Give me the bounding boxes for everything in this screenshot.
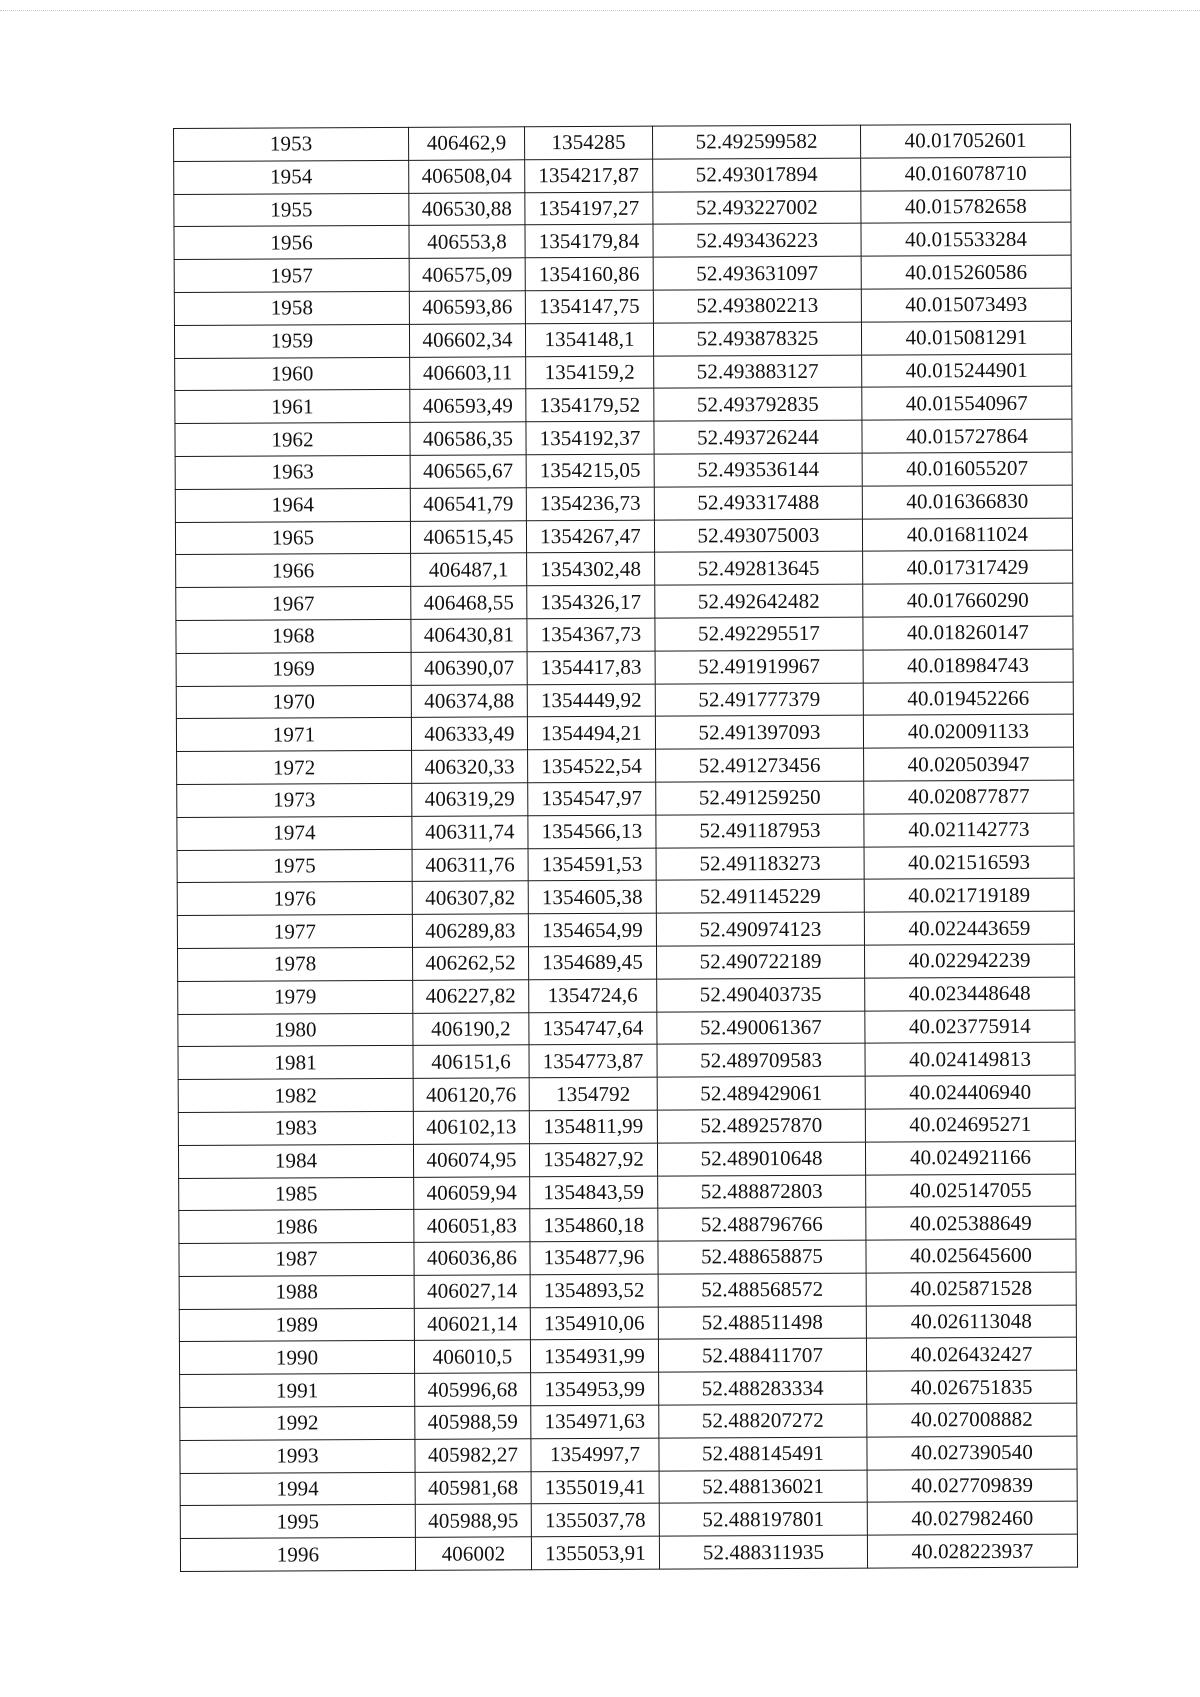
table-row	[176, 714, 1073, 751]
latitude-cell: 52.488796766	[658, 1207, 866, 1241]
point-number-cell: 1957	[174, 259, 409, 293]
table-row	[178, 944, 1075, 981]
y-coordinate-cell: 1354811,99	[529, 1110, 657, 1143]
latitude-cell: 52.491259250	[656, 781, 864, 815]
table-row	[178, 1141, 1075, 1178]
point-number-cell: 1954	[174, 160, 409, 194]
longitude-cell: 40.015727864	[862, 419, 1072, 453]
y-coordinate-cell: 1354953,99	[531, 1372, 659, 1405]
x-coordinate-cell: 406059,94	[414, 1176, 530, 1209]
table-row	[174, 157, 1071, 194]
table-row	[174, 223, 1071, 260]
latitude-cell: 52.493227002	[653, 191, 861, 225]
longitude-cell: 40.025388649	[866, 1206, 1076, 1240]
point-number-cell: 1962	[175, 423, 410, 457]
table-row	[178, 1042, 1075, 1079]
latitude-cell: 52.488283334	[659, 1371, 867, 1405]
x-coordinate-cell: 406593,49	[410, 389, 526, 422]
point-number-cell: 1979	[178, 980, 413, 1014]
x-coordinate-cell: 406027,14	[414, 1275, 530, 1308]
y-coordinate-cell: 1355037,78	[531, 1504, 659, 1537]
longitude-cell: 40.017660290	[863, 583, 1073, 617]
table-row	[177, 911, 1074, 948]
point-number-cell: 1987	[179, 1242, 414, 1276]
y-coordinate-cell: 1354997,7	[531, 1438, 659, 1471]
y-coordinate-cell: 1354159,2	[526, 356, 654, 389]
x-coordinate-cell: 405988,95	[415, 1504, 531, 1537]
longitude-cell: 40.018984743	[863, 649, 1073, 683]
longitude-cell: 40.025645600	[866, 1239, 1076, 1273]
y-coordinate-cell: 1354192,37	[526, 421, 654, 454]
y-coordinate-cell: 1354547,97	[528, 782, 656, 815]
table-row	[175, 518, 1072, 555]
longitude-cell: 40.016078710	[861, 157, 1071, 191]
point-number-cell: 1960	[175, 357, 410, 391]
table-row	[174, 288, 1071, 325]
point-number-cell: 1964	[175, 488, 410, 522]
point-number-cell: 1978	[178, 947, 413, 981]
point-number-cell: 1986	[179, 1210, 414, 1244]
latitude-cell: 52.493878325	[653, 322, 861, 356]
latitude-cell: 52.490061367	[657, 1011, 865, 1045]
x-coordinate-cell: 406074,95	[413, 1143, 529, 1176]
point-number-cell: 1995	[180, 1505, 415, 1539]
y-coordinate-cell: 1354843,59	[530, 1176, 658, 1209]
x-coordinate-cell: 406262,52	[413, 947, 529, 980]
y-coordinate-cell: 1354160,86	[525, 257, 653, 290]
y-coordinate-cell: 1354326,17	[527, 585, 655, 618]
latitude-cell: 52.492295517	[655, 617, 863, 651]
longitude-cell: 40.023775914	[865, 1010, 1075, 1044]
table-row	[178, 1108, 1075, 1145]
x-coordinate-cell: 406374,88	[411, 684, 527, 717]
longitude-cell: 40.026113048	[866, 1305, 1076, 1339]
latitude-cell: 52.491397093	[655, 715, 863, 749]
x-coordinate-cell: 406102,13	[413, 1111, 529, 1144]
table-row	[178, 1075, 1075, 1112]
x-coordinate-cell: 406333,49	[411, 717, 527, 750]
latitude-cell: 52.492599582	[652, 125, 860, 159]
longitude-cell: 40.015244901	[862, 354, 1072, 388]
x-coordinate-cell: 406530,88	[409, 192, 525, 225]
latitude-cell: 52.488145491	[659, 1437, 867, 1471]
y-coordinate-cell: 1354931,99	[530, 1340, 658, 1373]
point-number-cell: 1959	[174, 324, 409, 358]
x-coordinate-cell: 405988,59	[415, 1406, 531, 1439]
latitude-cell: 52.493536144	[654, 453, 862, 487]
longitude-cell: 40.023448648	[865, 977, 1075, 1011]
x-coordinate-cell: 406319,29	[412, 783, 528, 816]
longitude-cell: 40.017317429	[863, 550, 1073, 584]
y-coordinate-cell: 1354236,73	[526, 487, 654, 520]
table-row	[174, 255, 1071, 292]
latitude-cell: 52.493802213	[653, 289, 861, 323]
longitude-cell: 40.020503947	[864, 747, 1074, 781]
table-row	[177, 747, 1074, 784]
y-coordinate-cell: 1354910,06	[530, 1307, 658, 1340]
x-coordinate-cell: 406036,86	[414, 1242, 530, 1275]
point-number-cell: 1993	[180, 1439, 415, 1473]
x-coordinate-cell: 406487,1	[411, 553, 527, 586]
table-row	[180, 1502, 1077, 1539]
longitude-cell: 40.016811024	[862, 518, 1072, 552]
y-coordinate-cell: 1354179,52	[526, 389, 654, 422]
scan-edge-line	[0, 10, 1200, 11]
table-row	[174, 190, 1071, 227]
longitude-cell: 40.024406940	[865, 1075, 1075, 1109]
latitude-cell: 52.493017894	[653, 158, 861, 192]
x-coordinate-cell: 406515,45	[410, 520, 526, 553]
latitude-cell: 52.492813645	[655, 551, 863, 585]
x-coordinate-cell: 406151,6	[413, 1045, 529, 1078]
x-coordinate-cell: 406120,76	[413, 1078, 529, 1111]
longitude-cell: 40.015533284	[861, 223, 1071, 257]
longitude-cell: 40.021142773	[864, 813, 1074, 847]
point-number-cell: 1972	[177, 750, 412, 784]
y-coordinate-cell: 1354215,05	[526, 454, 654, 487]
x-coordinate-cell: 406586,35	[410, 422, 526, 455]
table-row	[175, 485, 1072, 522]
latitude-cell: 52.493075003	[654, 519, 862, 553]
x-coordinate-cell: 406227,82	[413, 979, 529, 1012]
point-number-cell: 1956	[174, 226, 409, 260]
x-coordinate-cell: 406541,79	[410, 488, 526, 521]
longitude-cell: 40.015260586	[861, 255, 1071, 289]
latitude-cell: 52.488411707	[658, 1339, 866, 1373]
table-row	[174, 321, 1071, 358]
y-coordinate-cell: 1354724,6	[529, 979, 657, 1012]
point-number-cell: 1958	[174, 291, 409, 325]
coordinates-table	[173, 124, 1078, 1572]
latitude-cell: 52.488311935	[659, 1535, 867, 1569]
x-coordinate-cell: 406320,33	[412, 750, 528, 783]
latitude-cell: 52.489257870	[657, 1109, 865, 1143]
table-row	[175, 452, 1072, 489]
point-number-cell: 1984	[178, 1144, 413, 1178]
x-coordinate-cell: 405982,27	[415, 1439, 531, 1472]
longitude-cell: 40.015073493	[861, 288, 1071, 322]
y-coordinate-cell: 1354522,54	[528, 749, 656, 782]
y-coordinate-cell: 1354285	[524, 126, 652, 159]
x-coordinate-cell: 406468,55	[411, 586, 527, 619]
table-row	[176, 649, 1073, 686]
latitude-cell: 52.491919967	[655, 650, 863, 684]
x-coordinate-cell: 406311,74	[412, 816, 528, 849]
y-coordinate-cell: 1354591,53	[528, 848, 656, 881]
longitude-cell: 40.015081291	[861, 321, 1071, 355]
table-row	[179, 1239, 1076, 1276]
x-coordinate-cell: 406307,82	[412, 881, 528, 914]
table-row	[177, 878, 1074, 915]
x-coordinate-cell: 406051,83	[414, 1209, 530, 1242]
y-coordinate-cell: 1354179,84	[525, 225, 653, 258]
table-row	[176, 583, 1073, 620]
longitude-cell: 40.022942239	[865, 944, 1075, 978]
latitude-cell: 52.491145229	[656, 879, 864, 913]
y-coordinate-cell: 1354367,73	[527, 618, 655, 651]
table-row	[180, 1436, 1077, 1473]
point-number-cell: 1970	[176, 685, 411, 719]
table-row	[177, 813, 1074, 850]
y-coordinate-cell: 1354747,64	[529, 1012, 657, 1045]
latitude-cell: 52.490722189	[657, 945, 865, 979]
point-number-cell: 1977	[177, 914, 412, 948]
y-coordinate-cell: 1354217,87	[525, 159, 653, 192]
longitude-cell: 40.015540967	[862, 386, 1072, 420]
longitude-cell: 40.016055207	[862, 452, 1072, 486]
y-coordinate-cell: 1354197,27	[525, 192, 653, 225]
longitude-cell: 40.020877877	[864, 780, 1074, 814]
point-number-cell: 1955	[174, 193, 409, 227]
latitude-cell: 52.489010648	[657, 1142, 865, 1176]
x-coordinate-cell: 406462,9	[408, 127, 524, 160]
latitude-cell: 52.491777379	[655, 683, 863, 717]
point-number-cell: 1974	[177, 816, 412, 850]
point-number-cell: 1982	[178, 1078, 413, 1112]
y-coordinate-cell: 1354302,48	[527, 553, 655, 586]
point-number-cell: 1976	[177, 882, 412, 916]
latitude-cell: 52.491187953	[656, 814, 864, 848]
x-coordinate-cell: 406575,09	[409, 258, 525, 291]
table-row	[177, 846, 1074, 883]
x-coordinate-cell: 405996,68	[415, 1373, 531, 1406]
longitude-cell: 40.027390540	[867, 1436, 1077, 1470]
coordinates-table-body	[174, 124, 1078, 1571]
longitude-cell: 40.027008882	[867, 1403, 1077, 1437]
latitude-cell: 52.488197801	[659, 1503, 867, 1537]
latitude-cell: 52.488136021	[659, 1470, 867, 1504]
point-number-cell: 1969	[176, 652, 411, 686]
latitude-cell: 52.488568572	[658, 1273, 866, 1307]
longitude-cell: 40.016366830	[862, 485, 1072, 519]
y-coordinate-cell: 1354689,45	[529, 946, 657, 979]
longitude-cell: 40.026432427	[866, 1338, 1076, 1372]
table-row	[180, 1370, 1077, 1407]
longitude-cell: 40.020091133	[863, 714, 1073, 748]
point-number-cell: 1975	[177, 849, 412, 883]
point-number-cell: 1961	[175, 390, 410, 424]
longitude-cell: 40.026751835	[867, 1370, 1077, 1404]
table-row	[179, 1305, 1076, 1342]
table-row	[177, 780, 1074, 817]
y-coordinate-cell: 1354147,75	[525, 290, 653, 323]
table-row	[176, 550, 1073, 587]
y-coordinate-cell: 1354449,92	[527, 684, 655, 717]
x-coordinate-cell: 406190,2	[413, 1012, 529, 1045]
table-row	[176, 616, 1073, 653]
table-row	[180, 1469, 1077, 1506]
table-row	[176, 682, 1073, 719]
longitude-cell: 40.019452266	[863, 682, 1073, 716]
longitude-cell: 40.024921166	[865, 1141, 1075, 1175]
y-coordinate-cell: 1355019,41	[531, 1471, 659, 1504]
latitude-cell: 52.488207272	[659, 1404, 867, 1438]
point-number-cell: 1994	[180, 1472, 415, 1506]
point-number-cell: 1968	[176, 619, 411, 653]
x-coordinate-cell: 406390,07	[411, 652, 527, 685]
table-row	[179, 1338, 1076, 1375]
latitude-cell: 52.488511498	[658, 1306, 866, 1340]
point-number-cell: 1983	[178, 1111, 413, 1145]
x-coordinate-cell: 406002	[415, 1537, 531, 1570]
latitude-cell: 52.488872803	[658, 1175, 866, 1209]
y-coordinate-cell: 1354494,21	[527, 716, 655, 749]
x-coordinate-cell: 406508,04	[409, 160, 525, 193]
latitude-cell: 52.493726244	[654, 420, 862, 454]
point-number-cell: 1966	[176, 554, 411, 588]
x-coordinate-cell: 406021,14	[414, 1307, 530, 1340]
point-number-cell: 1990	[179, 1341, 414, 1375]
y-coordinate-cell: 1354773,87	[529, 1044, 657, 1077]
longitude-cell: 40.028223937	[867, 1534, 1077, 1568]
point-number-cell: 1980	[178, 1013, 413, 1047]
point-number-cell: 1953	[174, 127, 409, 161]
latitude-cell: 52.491273456	[656, 748, 864, 782]
longitude-cell: 40.025871528	[866, 1272, 1076, 1306]
table-row	[178, 1010, 1075, 1047]
y-coordinate-cell: 1354605,38	[528, 880, 656, 913]
y-coordinate-cell: 1354267,47	[526, 520, 654, 553]
point-number-cell: 1963	[175, 455, 410, 489]
latitude-cell: 52.490974123	[656, 912, 864, 946]
y-coordinate-cell: 1355053,91	[531, 1536, 659, 1569]
x-coordinate-cell: 406289,83	[412, 914, 528, 947]
longitude-cell: 40.021516593	[864, 846, 1074, 880]
x-coordinate-cell: 406010,5	[414, 1340, 530, 1373]
y-coordinate-cell: 1354148,1	[525, 323, 653, 356]
point-number-cell: 1985	[179, 1177, 414, 1211]
y-coordinate-cell: 1354827,92	[529, 1143, 657, 1176]
table-row	[179, 1272, 1076, 1309]
y-coordinate-cell: 1354654,99	[528, 913, 656, 946]
longitude-cell: 40.022443659	[864, 911, 1074, 945]
point-number-cell: 1965	[175, 521, 410, 555]
y-coordinate-cell: 1354792	[529, 1077, 657, 1110]
latitude-cell: 52.489429061	[657, 1076, 865, 1110]
latitude-cell: 52.493317488	[654, 486, 862, 520]
longitude-cell: 40.025147055	[866, 1174, 1076, 1208]
table-row	[180, 1403, 1077, 1440]
longitude-cell: 40.018260147	[863, 616, 1073, 650]
table-row	[174, 124, 1071, 161]
point-number-cell: 1989	[179, 1308, 414, 1342]
y-coordinate-cell: 1354971,63	[531, 1405, 659, 1438]
point-number-cell: 1991	[180, 1374, 415, 1408]
point-number-cell: 1992	[180, 1406, 415, 1440]
table-row	[175, 386, 1072, 423]
point-number-cell: 1967	[176, 586, 411, 620]
table-row	[175, 354, 1072, 391]
y-coordinate-cell: 1354860,18	[530, 1208, 658, 1241]
latitude-cell: 52.488658875	[658, 1240, 866, 1274]
x-coordinate-cell: 406565,67	[410, 455, 526, 488]
longitude-cell: 40.027982460	[867, 1502, 1077, 1536]
point-number-cell: 1981	[178, 1046, 413, 1080]
point-number-cell: 1971	[176, 718, 411, 752]
table-row	[178, 977, 1075, 1014]
longitude-cell: 40.024149813	[865, 1042, 1075, 1076]
x-coordinate-cell: 406593,86	[409, 291, 525, 324]
x-coordinate-cell: 406311,76	[412, 848, 528, 881]
point-number-cell: 1973	[177, 783, 412, 817]
latitude-cell: 52.493436223	[653, 224, 861, 258]
longitude-cell: 40.021719189	[864, 878, 1074, 912]
table-row	[180, 1534, 1077, 1571]
x-coordinate-cell: 405981,68	[415, 1471, 531, 1504]
point-number-cell: 1988	[179, 1275, 414, 1309]
table-row	[179, 1206, 1076, 1243]
longitude-cell: 40.024695271	[865, 1108, 1075, 1142]
latitude-cell: 52.489709583	[657, 1043, 865, 1077]
table-row	[179, 1174, 1076, 1211]
x-coordinate-cell: 406602,34	[409, 324, 525, 357]
table-row	[175, 419, 1072, 456]
y-coordinate-cell: 1354417,83	[527, 651, 655, 684]
longitude-cell: 40.017052601	[860, 124, 1070, 158]
latitude-cell: 52.493631097	[653, 256, 861, 290]
x-coordinate-cell: 406430,81	[411, 619, 527, 652]
y-coordinate-cell: 1354566,13	[528, 815, 656, 848]
longitude-cell: 40.015782658	[861, 190, 1071, 224]
latitude-cell: 52.490403735	[657, 978, 865, 1012]
longitude-cell: 40.027709839	[867, 1469, 1077, 1503]
x-coordinate-cell: 406603,11	[410, 356, 526, 389]
point-number-cell: 1996	[180, 1538, 415, 1572]
latitude-cell: 52.492642482	[655, 584, 863, 618]
x-coordinate-cell: 406553,8	[409, 225, 525, 258]
latitude-cell: 52.493792835	[654, 388, 862, 422]
latitude-cell: 52.493883127	[654, 355, 862, 389]
latitude-cell: 52.491183273	[656, 847, 864, 881]
y-coordinate-cell: 1354893,52	[530, 1274, 658, 1307]
y-coordinate-cell: 1354877,96	[530, 1241, 658, 1274]
